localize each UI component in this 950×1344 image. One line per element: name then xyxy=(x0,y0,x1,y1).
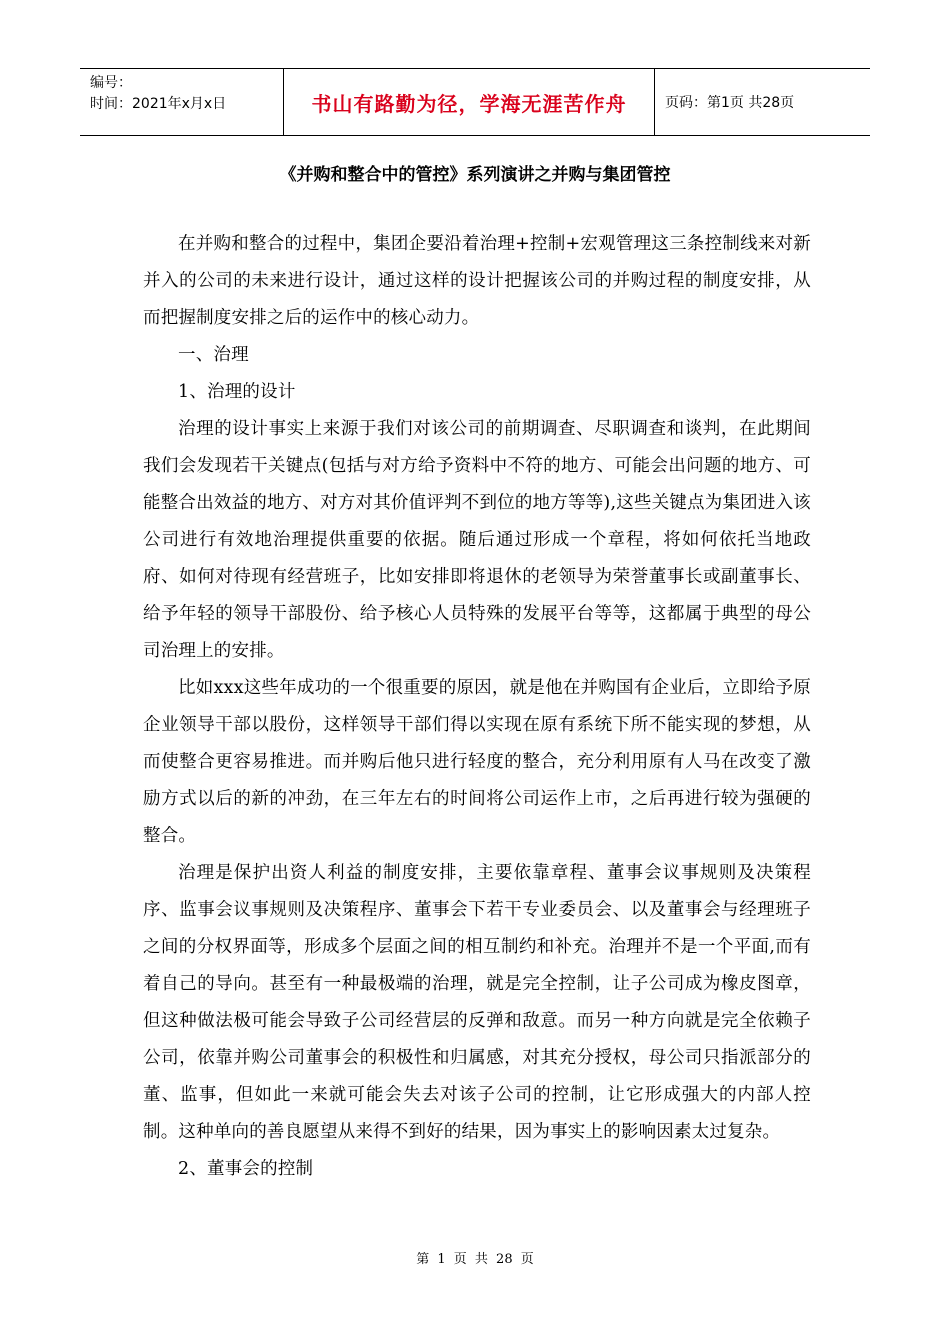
header-slogan-cell xyxy=(283,69,655,135)
subsection-heading-board-control: 2、董事会的控制 xyxy=(178,1159,314,1179)
page-footer: 第 1 页 共 28 页 xyxy=(416,1252,534,1267)
document-header xyxy=(80,68,870,136)
number-label: 编号： xyxy=(90,75,132,91)
subsection-heading-governance-design: 1、治理的设计 xyxy=(178,382,296,402)
header-meta-cell xyxy=(80,69,283,135)
header-page-cell xyxy=(655,69,870,135)
slogan-text: 书山有路勤为径，学海无涯苦作舟 xyxy=(311,91,627,116)
paragraph-intro: 在并购和整合的过程中，集团企要沿着治理+控制+宏观管理这三条控制线来对新并入的公司的未来进行设计，通过这样的设计把握该公司的并购过程的制度安排，从而把握制度安排之后的运作中的核心动力。 xyxy=(143,234,811,328)
paragraph-governance-definition: 治理是保护出资人利益的制度安排，主要依靠章程、董事会议事规则及决策程序、监事会议事规则及决策程序、董事会下若干专业委员会、以及董事会与经理班子之间的分权界面等，形成多个层面之间的相互制约和补充。治理并不是一个平面,而有着自己的导向。甚至有一种最极端的治理，就是完全控制，让子公司成为橡皮图章，但这种做法极可能会导致子公司经营层的反弹和敌意。而另一种方向就是完全依赖子公司，依靠并购公司董事会的积极性和归属感，对其充分授权，母公司只指派部分的董、监事，但如此一来就可能会失去对该子公司的控制，让它形成强大的内部人控制。这种单向的善良愿望从来得不到好的结果，因为事实上的影响因素太过复杂。 xyxy=(143,863,811,1142)
section-heading-governance: 一、治理 xyxy=(178,345,249,365)
time-label: 时间：2021年x月x日 xyxy=(90,96,227,112)
paragraph-example: 比如xxx这些年成功的一个很重要的原因，就是他在并购国有企业后，立即给予原企业领导干部以股份，这样领导干部们得以实现在原有系统下所不能实现的梦想，从而使整合更容易推进。而并购后他只进行轻度的整合，充分利用原有人马在改变了激励方式以后的新的冲劲，在三年左右的时间将公司运作上市，之后再进行较为强硬的整合。 xyxy=(143,678,811,846)
page-info: 页码：第1页 共28页 xyxy=(665,95,795,111)
paragraph-governance-design: 治理的设计事实上来源于我们对该公司的前期调查、尽职调查和谈判，在此期间我们会发现若干关键点(包括与对方给予资料中不符的地方、可能会出问题的地方、可能整合出效益的地方、对方对其价值评判不到位的地方等等),这些关键点为集团进入该公司进行有效地治理提供重要的依据。随后通过形成一个章程，将如何依托当地政府、如何对待现有经营班子，比如安排即将退休的老领导为荣誉董事长或副董事长、给予年轻的领导干部股份、给予核心人员特殊的发展平台等等，这都属于典型的母公司治理上的安排。 xyxy=(143,419,811,661)
document-title: 《并购和整合中的管控》系列演讲之并购与集团管控 xyxy=(279,165,671,185)
document-body xyxy=(143,226,811,1188)
